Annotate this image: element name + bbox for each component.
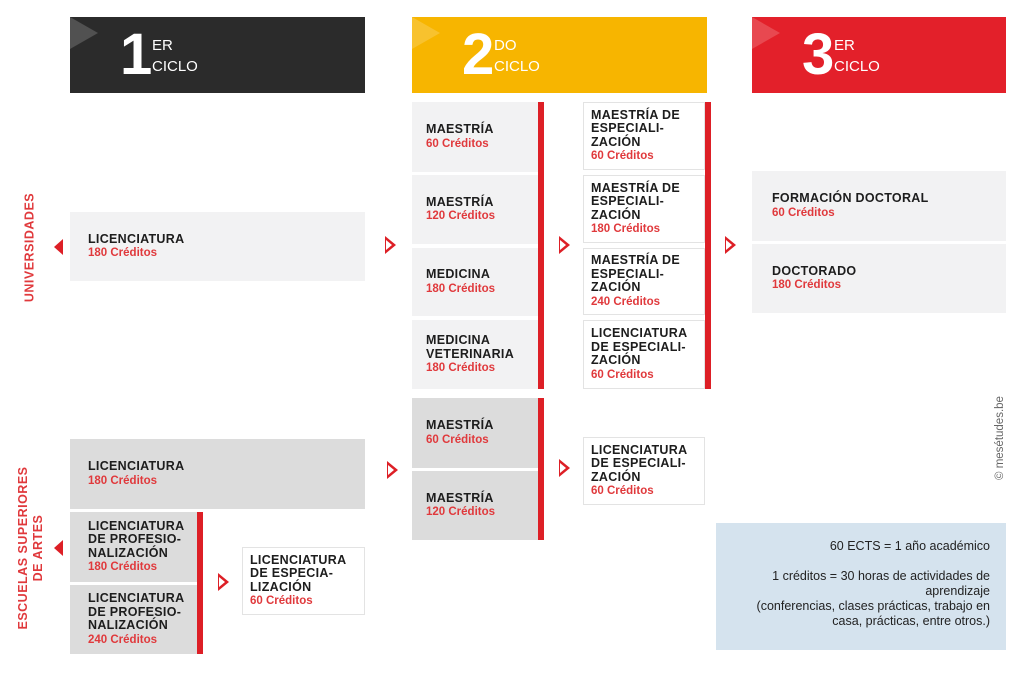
program-title: MAESTRÍA DE ESPECIALI- ZACIÓN	[591, 180, 680, 222]
program-title: MEDICINA	[426, 267, 491, 282]
program-box	[412, 175, 538, 244]
cycle-suffix: ER	[834, 37, 855, 54]
arrow-right-icon	[559, 459, 570, 477]
info-credits: 1 créditos = 30 horas de actividades de aprendizaje	[772, 569, 990, 598]
program-box	[583, 320, 705, 389]
program-title: MAESTRÍA	[426, 490, 494, 505]
header-cycle-3	[752, 17, 1006, 93]
group-bar	[538, 102, 544, 389]
program-title: MAESTRÍA DE ESPECIALI- ZACIÓN	[591, 107, 680, 149]
program-credits: 60 Créditos	[772, 206, 835, 219]
program-credits: 60 Créditos	[250, 595, 313, 608]
program-credits: 120 Créditos	[426, 210, 496, 223]
program-credits: 240 Créditos	[591, 295, 661, 308]
row-label-universidades: UNIVERSIDADES	[22, 192, 37, 303]
program-box	[583, 437, 705, 505]
program-title: LICENCIATURA DE ESPECIALI- ZACIÓN	[591, 326, 687, 368]
program-title: MAESTRÍA	[426, 194, 494, 209]
cycle-word: CICLO	[152, 58, 198, 75]
program-title: LICENCIATURA DE ESPECIALI- ZACIÓN	[591, 442, 687, 484]
program-title: LICENCIATURA	[88, 459, 185, 474]
program-title: DOCTORADO	[772, 263, 857, 278]
program-box	[242, 547, 365, 615]
program-box	[583, 102, 705, 170]
program-title: MAESTRÍA	[426, 122, 494, 137]
row-pointer-icon	[54, 239, 63, 255]
program-title: LICENCIATURA	[88, 231, 185, 246]
program-credits: 60 Créditos	[426, 433, 489, 446]
program-credits: 60 Créditos	[591, 150, 654, 163]
program-box	[412, 248, 538, 316]
program-credits: 60 Créditos	[426, 137, 489, 150]
cycle-word: CICLO	[834, 58, 880, 75]
cycle-number: 2	[462, 22, 495, 87]
program-box	[70, 585, 197, 654]
program-box	[412, 471, 538, 540]
program-credits: 120 Créditos	[426, 506, 496, 519]
arrow-right-icon	[385, 236, 396, 254]
header-cycle-2	[412, 17, 707, 93]
program-box	[412, 102, 538, 172]
program-box	[752, 244, 1006, 313]
arrow-right-icon	[387, 461, 398, 479]
program-box	[70, 439, 365, 509]
program-box	[583, 175, 705, 243]
program-credits: 180 Créditos	[591, 223, 661, 236]
program-title: FORMACIÓN DOCTORAL	[772, 191, 929, 206]
program-credits: 60 Créditos	[591, 368, 654, 381]
row-pointer-icon	[54, 540, 63, 556]
copyright-text: © mesétudes.be	[994, 396, 1006, 480]
program-credits: 180 Créditos	[772, 279, 842, 292]
row-label-line: ESCUELAS SUPERIORES	[16, 466, 30, 630]
program-title: MEDICINA VETERINARIA	[426, 333, 515, 361]
program-credits: 180 Créditos	[426, 282, 496, 295]
program-box	[412, 398, 538, 468]
cycle-suffix: ER	[152, 37, 173, 54]
program-title: LICENCIATURA DE PROFESIO- NALIZACIÓN	[88, 518, 184, 560]
info-ects: 60 ECTS = 1 año académico	[829, 539, 990, 553]
program-credits: 60 Créditos	[591, 485, 654, 498]
cycle-suffix: DO	[494, 37, 517, 54]
program-title: LICENCIATURA DE ESPECIA- LIZACIÓN	[250, 552, 346, 594]
program-credits: 240 Créditos	[88, 633, 158, 646]
group-bar	[538, 398, 544, 540]
header-cycle-1	[70, 17, 365, 93]
arrow-right-icon	[725, 236, 736, 254]
row-label-escuelas	[16, 463, 46, 633]
program-credits: 180 Créditos	[88, 247, 158, 260]
cycle-number: 1	[120, 22, 153, 87]
program-box	[70, 212, 365, 281]
program-box	[583, 248, 705, 315]
program-credits: 180 Créditos	[426, 362, 496, 374]
program-title: MAESTRÍA	[426, 418, 494, 433]
cycle-word: CICLO	[494, 58, 540, 75]
program-credits: 180 Créditos	[88, 561, 158, 574]
info-examples: (conferencias, clases prácticas, trabajo en casa, prácticas, entre otros.)	[756, 599, 990, 628]
program-box	[70, 512, 197, 582]
program-title: MAESTRÍA DE ESPECIALI- ZACIÓN	[591, 253, 680, 295]
row-label-line: DE ARTES	[31, 514, 45, 582]
group-bar	[705, 102, 711, 389]
cycle-number: 3	[802, 22, 835, 87]
program-credits: 180 Créditos	[88, 474, 158, 487]
info-box	[716, 523, 1006, 650]
program-box	[752, 171, 1006, 241]
group-bar	[197, 512, 203, 654]
program-title: LICENCIATURA DE PROFESIO- NALIZACIÓN	[88, 591, 184, 633]
program-box	[412, 320, 538, 389]
arrow-right-icon	[559, 236, 570, 254]
arrow-right-icon	[218, 573, 229, 591]
